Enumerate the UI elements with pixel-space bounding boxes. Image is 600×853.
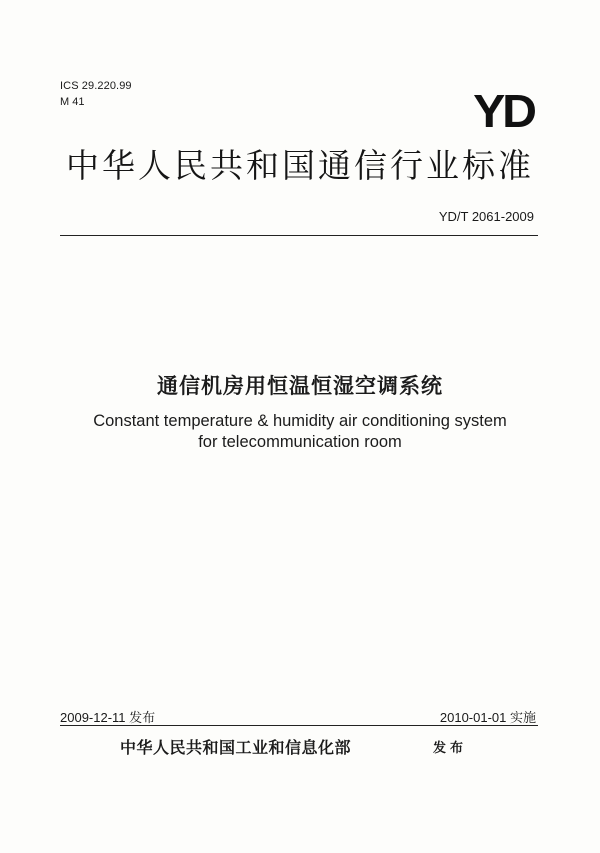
document-title-en-line1: Constant temperature & humidity air conditioning system — [93, 412, 507, 430]
ccs-code: M 41 — [60, 96, 85, 108]
implementation-date: 2010-01-01 实施 — [439, 710, 536, 725]
publisher-name: 中华人民共和国工业和信息化部 — [120, 738, 352, 757]
standard-number: YD/T 2061-2009 — [438, 209, 534, 224]
document-title-en-line2: for telecommunication room — [198, 433, 402, 451]
bottom-divider — [60, 725, 538, 726]
ics-code: ICS 29.220.99 — [60, 80, 132, 92]
issue-date: 2009-12-11 发布 — [60, 710, 156, 725]
top-divider — [60, 235, 538, 236]
publish-label: 发布 — [433, 741, 468, 756]
standard-title: 中华人民共和国通信行业标准 — [66, 146, 534, 185]
document-title-cn: 通信机房用恒温恒湿空调系统 — [157, 374, 443, 398]
yd-logo: YD — [473, 85, 534, 137]
